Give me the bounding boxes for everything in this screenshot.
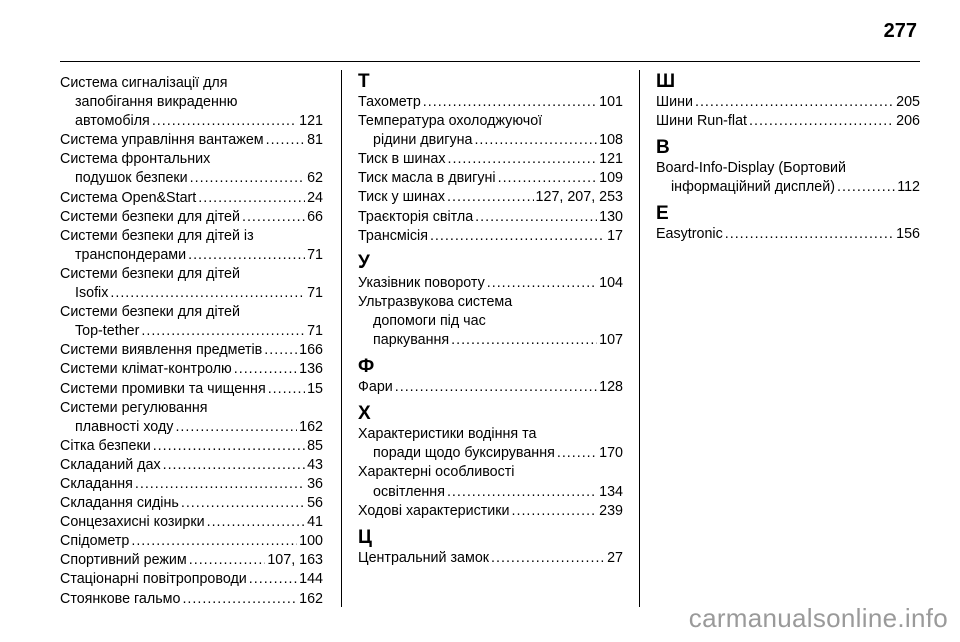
dot-leader xyxy=(242,208,305,227)
entry-text: Спортивний режим xyxy=(60,552,187,569)
entry-text: Характерні особливості xyxy=(358,464,515,481)
index-section xyxy=(358,252,623,350)
entry-text: Трансмісія xyxy=(358,227,428,244)
entry-text: поради щодо буксирування xyxy=(373,445,555,462)
dot-leader xyxy=(198,189,305,208)
page-reference: 108 xyxy=(599,132,623,149)
dot-leader xyxy=(264,341,297,360)
index-entry xyxy=(656,159,920,197)
entry-line xyxy=(358,293,623,312)
entry-line xyxy=(656,225,920,244)
section-letter: Х xyxy=(358,403,371,425)
dot-leader xyxy=(447,188,534,207)
entry-line xyxy=(60,208,323,227)
page-reference: 71 xyxy=(307,285,323,302)
entry-line xyxy=(60,322,323,341)
dot-leader xyxy=(268,380,305,399)
entry-text: Системи безпеки для дітей xyxy=(60,208,240,225)
section-letter: У xyxy=(358,251,370,273)
entry-text: Стаціонарні повітропроводи xyxy=(60,571,247,588)
page-reference: 17 xyxy=(607,227,623,244)
entry-text: Тахометр xyxy=(358,94,421,110)
index-entry xyxy=(358,549,623,568)
page-reference: 66 xyxy=(307,208,323,225)
page-reference: 206 xyxy=(896,113,920,130)
entry-line xyxy=(358,131,623,150)
index-entry xyxy=(358,463,623,501)
entry-text: рідини двигуна xyxy=(373,132,473,149)
entry-line xyxy=(60,284,323,303)
index-entry xyxy=(60,341,323,360)
index-entry xyxy=(60,303,323,341)
entry-line xyxy=(60,418,323,437)
dot-leader xyxy=(498,169,598,188)
page-reference: 127, 207, 253 xyxy=(535,189,623,206)
dot-leader xyxy=(266,131,305,150)
entry-line xyxy=(358,378,623,397)
entry-text: Системи клімат-контролю xyxy=(60,361,232,378)
dot-leader xyxy=(189,551,266,570)
entry-text: Системи промивки та чищення xyxy=(60,380,266,397)
entry-text: Система фронтальних xyxy=(60,151,211,168)
entry-line xyxy=(60,494,323,513)
entry-line xyxy=(60,551,323,570)
index-entry xyxy=(358,378,623,397)
entry-line xyxy=(656,159,920,178)
entry-text: Указівник повороту xyxy=(358,274,485,291)
entry-line xyxy=(358,208,623,227)
dot-leader xyxy=(207,513,305,532)
index-entry xyxy=(60,150,323,188)
entry-text: Isofix xyxy=(75,285,109,302)
entry-line xyxy=(60,189,323,208)
dot-leader xyxy=(188,246,305,265)
page-reference: 56 xyxy=(307,495,323,512)
page-reference: 62 xyxy=(307,170,323,187)
entry-line xyxy=(60,74,323,93)
page-reference: 162 xyxy=(299,590,323,607)
entry-text: освітлення xyxy=(373,483,445,500)
entry-text: Спідометр xyxy=(60,533,130,550)
index-entry xyxy=(60,399,323,437)
dot-leader xyxy=(135,475,305,494)
index-entry xyxy=(60,494,323,513)
entry-text: Ходові характеристики xyxy=(358,502,510,519)
index-entry xyxy=(60,189,323,208)
index-entry xyxy=(60,360,323,379)
index-section xyxy=(358,71,623,246)
page-reference: 107 xyxy=(599,332,623,349)
entry-line xyxy=(358,93,623,112)
index-column-2 xyxy=(358,71,623,568)
entry-line xyxy=(358,312,623,331)
entry-text: Тиск масла в двигуні xyxy=(358,170,496,187)
index-entry xyxy=(656,93,920,112)
index-section xyxy=(358,356,623,397)
page-reference: 156 xyxy=(896,226,920,243)
entry-line xyxy=(358,150,623,169)
dot-leader xyxy=(423,93,597,112)
entry-text: плавності ходу xyxy=(75,418,174,435)
entry-line xyxy=(656,93,920,112)
entry-text: допомоги під час xyxy=(373,312,486,329)
entry-line xyxy=(60,112,323,131)
dot-leader xyxy=(249,570,297,589)
dot-leader xyxy=(395,378,597,397)
page-reference: 162 xyxy=(299,418,323,435)
index-entry xyxy=(358,150,623,169)
section-letter: Ц xyxy=(358,526,372,548)
page-reference: 101 xyxy=(599,94,623,110)
dot-leader xyxy=(430,227,605,246)
entry-text: запобігання викраденню xyxy=(75,94,238,111)
entry-text: Системи безпеки для дітей із xyxy=(60,227,254,244)
dot-leader xyxy=(175,418,297,437)
index-entry xyxy=(358,425,623,463)
dot-leader xyxy=(474,131,597,150)
entry-text: Системи безпеки для дітей xyxy=(60,265,240,282)
page-reference: 107, 163 xyxy=(267,552,323,569)
entry-line xyxy=(358,483,623,502)
entry-text: Система сигналізації для xyxy=(60,75,228,91)
page-reference: 41 xyxy=(307,514,323,531)
entry-text: паркування xyxy=(373,332,450,349)
entry-line xyxy=(358,463,623,482)
entry-text: Центральний замок xyxy=(358,549,490,566)
page-reference: 144 xyxy=(299,571,323,588)
entry-line xyxy=(60,303,323,322)
dot-leader xyxy=(512,502,598,521)
entry-text: Характеристики водіння та xyxy=(358,426,537,443)
index-section xyxy=(656,203,920,244)
page-reference: 27 xyxy=(607,549,623,566)
page-reference: 170 xyxy=(599,445,623,462)
index-entry xyxy=(60,551,323,570)
dot-leader xyxy=(491,549,605,568)
index-entry xyxy=(60,475,323,494)
entry-line xyxy=(60,437,323,456)
index-entry xyxy=(60,532,323,551)
index-entry xyxy=(60,513,323,532)
index-entry xyxy=(60,570,323,589)
page-reference: 71 xyxy=(307,323,323,340)
column-divider-1 xyxy=(341,70,342,607)
entry-text: Система управління вантажем xyxy=(60,132,264,149)
entry-line xyxy=(358,502,623,521)
page-reference: 81 xyxy=(307,132,323,149)
index-section xyxy=(358,403,623,520)
watermark: carmanualsonline.info xyxy=(688,603,948,633)
entry-line xyxy=(60,131,323,150)
index-section xyxy=(60,74,323,609)
entry-line xyxy=(358,425,623,444)
index-entry xyxy=(358,93,623,112)
entry-text: Температура охолоджуючої xyxy=(358,113,543,130)
entry-line xyxy=(358,188,623,207)
page-reference: 112 xyxy=(897,179,920,196)
column-divider-2 xyxy=(639,70,640,607)
entry-text: Board-Info-Display (Бортовий xyxy=(656,160,847,177)
dot-leader xyxy=(475,208,597,227)
entry-line xyxy=(60,513,323,532)
entry-text: Ультразвукова система xyxy=(358,293,513,310)
section-letter: Ш xyxy=(656,71,676,92)
entry-line xyxy=(358,331,623,350)
entry-text: подушок безпеки xyxy=(75,170,188,187)
header-rule xyxy=(60,61,920,62)
page-reference: 100 xyxy=(299,533,323,550)
index-entry xyxy=(358,274,623,293)
entry-text: Стоянкове гальмо xyxy=(60,590,181,607)
entry-line xyxy=(60,532,323,551)
index-entry xyxy=(358,227,623,246)
dot-leader xyxy=(451,331,597,350)
section-letter: E xyxy=(656,203,669,225)
dot-leader xyxy=(110,284,305,303)
page-reference: 36 xyxy=(307,475,323,492)
entry-text: автомобіля xyxy=(75,113,150,130)
page-reference: 43 xyxy=(307,456,323,473)
entry-text: Easytronic xyxy=(656,226,723,243)
index-entry xyxy=(656,225,920,244)
entry-text: Top-tether xyxy=(75,323,140,340)
entry-line xyxy=(60,93,323,112)
entry-line xyxy=(60,360,323,379)
index-entry xyxy=(60,437,323,456)
entry-line xyxy=(358,549,623,568)
entry-line xyxy=(60,265,323,284)
index-entry xyxy=(60,456,323,475)
entry-text: Тиск у шинах xyxy=(358,189,446,206)
page-reference: 104 xyxy=(599,274,623,291)
dot-leader xyxy=(190,169,305,188)
page-reference: 130 xyxy=(599,208,623,225)
entry-text: Траєкторія світла xyxy=(358,208,474,225)
entry-text: Сітка безпеки xyxy=(60,437,151,454)
index-column-3 xyxy=(656,71,920,244)
page-reference: 15 xyxy=(307,380,323,397)
index-entry xyxy=(358,112,623,150)
dot-leader xyxy=(182,590,297,609)
index-column-1 xyxy=(60,74,323,609)
dot-leader xyxy=(181,494,305,513)
page-reference: 24 xyxy=(307,189,323,206)
entry-line xyxy=(358,112,623,131)
entry-text: Складаний дах xyxy=(60,456,161,473)
entry-line xyxy=(60,341,323,360)
entry-text: Системи безпеки для дітей xyxy=(60,304,240,321)
entry-text: Складання xyxy=(60,475,133,492)
entry-line xyxy=(60,399,323,418)
entry-line xyxy=(60,169,323,188)
entry-text: Тиск в шинах xyxy=(358,151,446,168)
dot-leader xyxy=(448,150,598,169)
entry-line xyxy=(60,380,323,399)
entry-line xyxy=(60,475,323,494)
entry-line xyxy=(60,570,323,589)
entry-text: Складання сидінь xyxy=(60,495,179,512)
section-letter: Ф xyxy=(358,356,375,378)
entry-line xyxy=(60,590,323,609)
dot-leader xyxy=(749,112,894,131)
index-entry xyxy=(358,502,623,521)
section-letter: B xyxy=(656,137,670,159)
index-entry xyxy=(60,590,323,609)
entry-line xyxy=(60,456,323,475)
entry-line xyxy=(60,150,323,169)
index-entry xyxy=(60,265,323,303)
index-entry xyxy=(60,380,323,399)
entry-line xyxy=(358,274,623,293)
page-reference: 134 xyxy=(599,483,623,500)
dot-leader xyxy=(131,532,297,551)
index-entry xyxy=(358,169,623,188)
index-section xyxy=(358,527,623,568)
index-entry xyxy=(60,227,323,265)
entry-text: Шини xyxy=(656,94,693,110)
index-entry xyxy=(656,112,920,131)
index-entry xyxy=(358,293,623,350)
entry-line xyxy=(358,444,623,463)
dot-leader xyxy=(153,437,305,456)
entry-text: інформаційний дисплей) xyxy=(671,179,835,196)
entry-text: Фари xyxy=(358,379,393,396)
entry-line xyxy=(656,178,920,197)
index-entry xyxy=(358,188,623,207)
entry-line xyxy=(60,246,323,265)
entry-line xyxy=(358,227,623,246)
index-section xyxy=(656,137,920,197)
entry-text: Сонцезахисні козирки xyxy=(60,514,205,531)
page-number: 277 xyxy=(883,20,917,42)
entry-line xyxy=(358,169,623,188)
index-section xyxy=(656,71,920,131)
entry-line xyxy=(656,112,920,131)
dot-leader xyxy=(163,456,305,475)
entry-text: транспондерами xyxy=(75,246,187,263)
page-reference: 128 xyxy=(599,379,623,396)
section-letter: Т xyxy=(358,71,370,92)
entry-text: Система Open&Start xyxy=(60,189,197,206)
dot-leader xyxy=(557,444,597,463)
page-reference: 109 xyxy=(599,170,623,187)
page-reference: 205 xyxy=(896,94,920,110)
dot-leader xyxy=(725,225,894,244)
entry-text: Системи регулювання xyxy=(60,399,208,416)
dot-leader xyxy=(141,322,305,341)
dot-leader xyxy=(152,112,297,131)
dot-leader xyxy=(447,483,597,502)
page-reference: 121 xyxy=(299,113,323,130)
dot-leader xyxy=(234,360,297,379)
page-reference: 71 xyxy=(307,246,323,263)
index-entry xyxy=(60,208,323,227)
dot-leader xyxy=(487,274,597,293)
entry-text: Шини Run-flat xyxy=(656,113,748,130)
page-reference: 121 xyxy=(599,151,623,168)
entry-line xyxy=(60,227,323,246)
index-entry xyxy=(358,208,623,227)
entry-text: Системи виявлення предметів xyxy=(60,342,263,359)
dot-leader xyxy=(837,178,895,197)
page-reference: 136 xyxy=(299,361,323,378)
index-entry xyxy=(60,131,323,150)
index-entry xyxy=(60,74,323,131)
page-reference: 239 xyxy=(599,502,623,519)
page-reference: 85 xyxy=(307,437,323,454)
page-reference: 166 xyxy=(299,342,323,359)
dot-leader xyxy=(695,93,894,112)
